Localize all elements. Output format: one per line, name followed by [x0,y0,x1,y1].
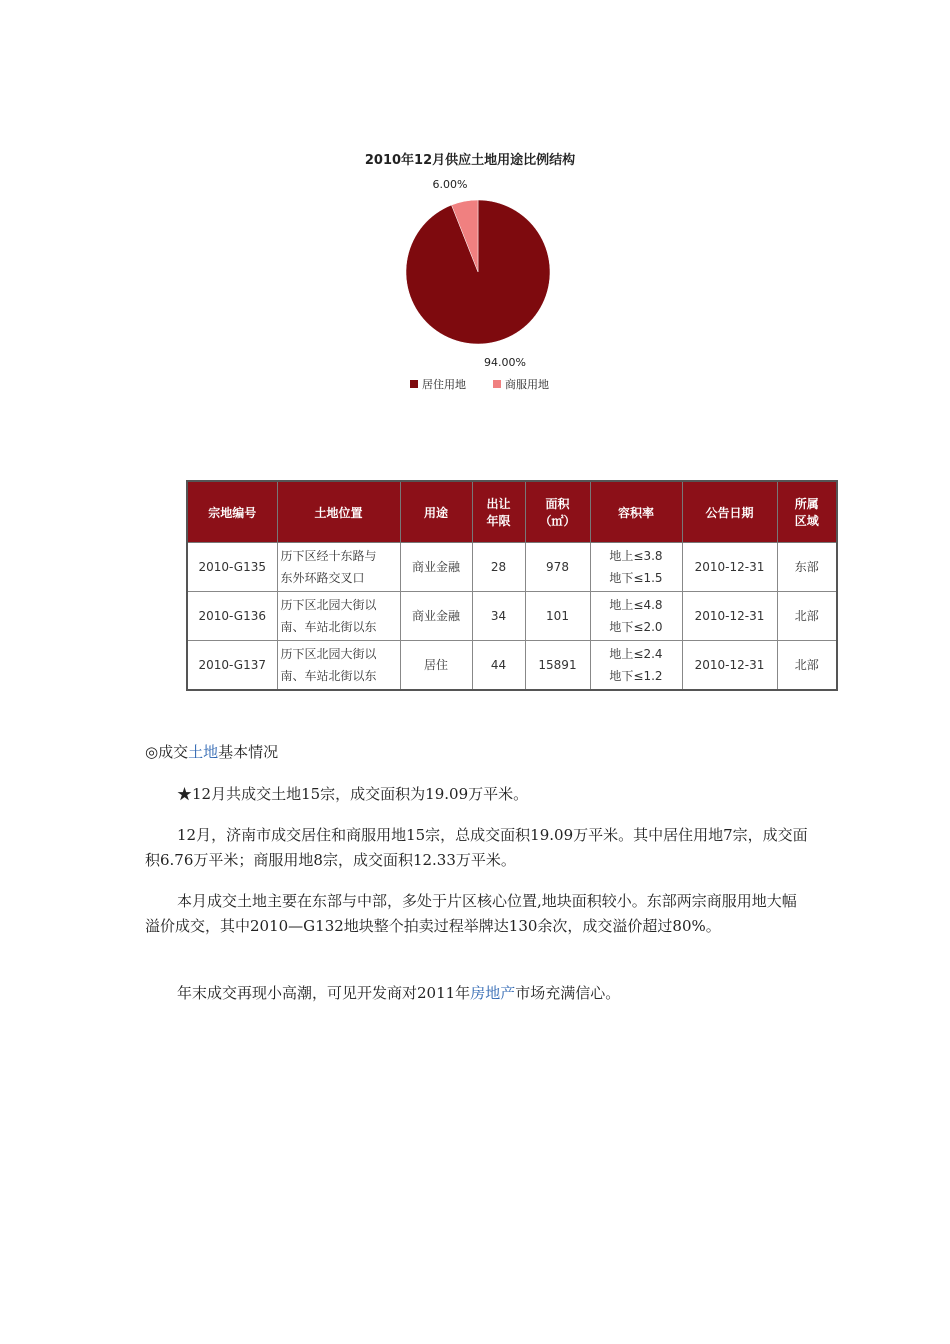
area-cell: 15891 [525,641,590,691]
region-cell: 东部 [777,543,837,592]
land-use-cell: 商业金融 [400,592,472,641]
location-cell-line: 南、车站北街以东 [280,669,377,683]
location-cell-line: 历下区经十东路与 [280,549,377,563]
table-header-row [187,481,837,543]
plot-ratio-cell-line: 地下≤1.2 [609,669,663,683]
header-text: 面积 [545,497,570,511]
header-text: 用途 [423,505,448,520]
header-text: 公告日期 [705,505,754,520]
plot-ratio-cell-line: 地上≤4.8 [609,598,663,612]
location-cell-line: 历下区北园大街以 [280,598,377,612]
table-header-cell [525,481,590,543]
paragraph-summary: ★12月共成交土地15宗，成交面积为19.09万平米。 [177,785,529,803]
legend-swatch-commercial [493,380,501,388]
table-header-cell [777,481,837,543]
legend-swatch-residential [410,380,418,388]
parcel-id-cell: 2010-G136 [187,592,277,641]
location-cell [277,592,400,641]
table-header-cell [590,481,682,543]
location-cell [277,641,400,691]
table-header-cell [400,481,472,543]
plot-ratio-cell-line: 地下≤1.5 [609,571,663,585]
section-heading [145,740,810,765]
paragraph-conclusion [145,981,810,1006]
parcel-id-cell: 2010-G135 [187,543,277,592]
conclusion-suffix: 市场充满信心。 [515,984,621,1002]
announce-date-cell: 2010-12-31 [682,592,777,641]
slice-label-residential: 94.00% [484,356,526,369]
slice-label-commercial: 6.00% [432,178,468,191]
table-header-cell [682,481,777,543]
conclusion-link-real-estate[interactable]: 房地产 [470,984,516,1002]
location-cell [277,543,400,592]
header-text: 容积率 [617,505,654,520]
header-text: 出让 [486,497,511,511]
heading-link-land[interactable]: 土地 [188,743,219,761]
chart-title: 2010年12月供应土地用途比例结构 [364,153,576,168]
announce-date-cell: 2010-12-31 [682,543,777,592]
lease-years-cell: 44 [472,641,525,691]
plot-ratio-cell-line: 地下≤2.0 [609,620,663,634]
land-supply-table [186,480,838,691]
announce-date-cell: 2010-12-31 [682,641,777,691]
table-header-cell [472,481,525,543]
table-row [187,641,837,691]
location-cell-line: 南、车站北街以东 [280,620,377,634]
area-cell: 101 [525,592,590,641]
heading-suffix: 基本情况 [218,743,279,761]
legend-label-residential: 居住用地 [422,378,466,391]
table-row [187,543,837,592]
conclusion-prefix: 年末成交再现小高潮，可见开发商对2011年 [177,984,471,1002]
paragraph-detail: 12月，济南市成交居住和商服用地15宗，总成交面积19.09万平米。其中居住用地7宗，成交面积6.76万平米；商服用地8宗，成交面积12.33万平米。 [145,826,808,869]
plot-ratio-cell [590,592,682,641]
parcel-id-cell: 2010-G137 [187,641,277,691]
header-text: 所属 [794,497,819,511]
land-use-cell: 居住 [400,641,472,691]
pie-chart [300,140,660,410]
location-cell-line: 历下区北园大街以 [280,647,377,661]
table-header-cell [277,481,400,543]
header-text: 区域 [794,514,819,528]
header-text: 年限 [486,514,511,528]
heading-prefix: ◎成交 [145,743,189,761]
lease-years-cell: 28 [472,543,525,592]
plot-ratio-cell-line: 地上≤2.4 [609,647,663,661]
area-cell: 978 [525,543,590,592]
legend-label-commercial: 商服用地 [505,378,549,391]
header-text: （㎡） [539,514,576,528]
location-cell-line: 东外环路交叉口 [280,571,365,585]
region-cell: 北部 [777,641,837,691]
header-text: 宗地编号 [208,505,257,520]
plot-ratio-cell [590,543,682,592]
land-use-cell: 商业金融 [400,543,472,592]
paragraph-analysis: 本月成交土地主要在东部与中部，多处于片区核心位置,地块面积较小。东部两宗商服用地大幅溢价成交，其中2010—G132地块整个拍卖过程举牌达130余次，成交溢价超过80%。 [145,892,797,935]
plot-ratio-cell-line: 地上≤3.8 [609,549,663,563]
plot-ratio-cell [590,641,682,691]
lease-years-cell: 34 [472,592,525,641]
table-header-cell [187,481,277,543]
table-row [187,592,837,641]
header-text: 土地位置 [314,505,363,520]
region-cell: 北部 [777,592,837,641]
